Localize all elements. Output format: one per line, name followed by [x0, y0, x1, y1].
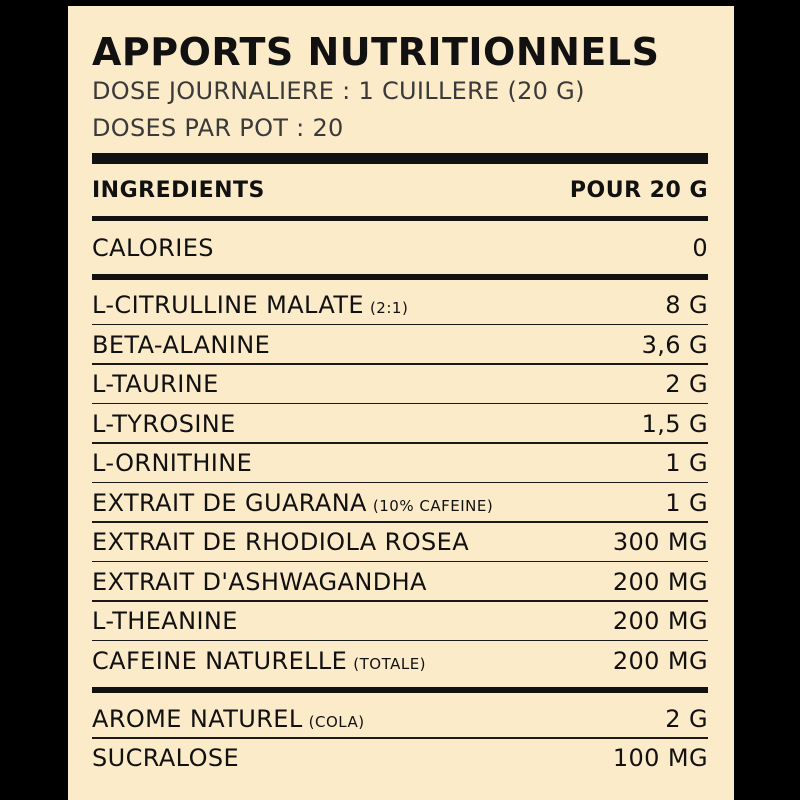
ingredient-note: (COLA): [308, 713, 365, 731]
ingredient-name: L-TYROSINE: [92, 409, 236, 438]
row-divider: [92, 737, 708, 739]
ingredient-amount: 1 G: [665, 449, 708, 477]
ingredient-amount: 2 G: [665, 705, 708, 733]
row-divider: [92, 363, 708, 365]
ingredient-amount: 200 MG: [612, 567, 708, 596]
table-row: [92, 448, 708, 478]
ingredient-amount: 2 G: [665, 370, 708, 398]
ingredient-name: L-CITRULLINE MALATE: [92, 291, 364, 319]
per-serving-header: POUR 20 G: [569, 178, 708, 203]
ingredient-name-group: [92, 488, 493, 521]
ingredient-amount: 8 G: [665, 291, 708, 319]
row-divider: [92, 600, 708, 602]
ingredient-name-group: [92, 743, 239, 773]
table-row: [92, 704, 708, 737]
ingredient-note: (TOTALE): [353, 654, 427, 673]
table-row: [92, 606, 708, 636]
ingredient-name: L-TAURINE: [92, 370, 219, 398]
table-row: [92, 567, 708, 597]
ingredient-amount: 1 G: [665, 488, 708, 517]
nutrition-label: [68, 6, 734, 800]
table-row: [92, 409, 708, 439]
table-row: [92, 369, 708, 399]
ingredient-name-group: [92, 290, 408, 323]
row-divider: [92, 521, 708, 523]
ingredient-name-group: [92, 646, 426, 679]
ingredient-amount: 100 MG: [612, 744, 708, 772]
ingredient-amount: 3,6 G: [641, 330, 708, 359]
divider-medium: [92, 274, 708, 280]
ingredient-note: (10% CAFEINE): [372, 496, 494, 515]
serving-size: DOSE JOURNALIERE : 1 CUILLERE (20 G): [92, 77, 585, 105]
ingredient-name-group: [92, 527, 469, 557]
ingredient-name: EXTRAIT DE RHODIOLA ROSEA: [92, 528, 470, 556]
table-header: [92, 176, 708, 206]
ingredient-name-group: [92, 409, 236, 439]
ingredient-note: (2:1): [369, 299, 409, 317]
ingredient-name: CAFEINE NATURELLE: [92, 646, 348, 675]
ingredient-amount: 1,5 G: [641, 409, 708, 438]
divider-thick: [92, 153, 708, 164]
ingredient-name: BETA-ALANINE: [92, 330, 271, 359]
ingredient-name-group: [92, 448, 252, 478]
ingredient-name-group: [92, 606, 238, 636]
ingredient-name-group: [92, 330, 270, 360]
ingredient-name: L-THEANINE: [92, 607, 238, 635]
ingredient-name: AROME NATUREL: [92, 705, 303, 733]
calories-value: 0: [692, 234, 708, 262]
ingredient-name-group: [92, 567, 427, 597]
table-row: [92, 330, 708, 360]
calories-label: CALORIES: [92, 234, 214, 262]
divider-medium: [92, 216, 708, 221]
table-row: [92, 527, 708, 557]
ingredient-name: L-ORNITHINE: [92, 449, 253, 477]
calories-row: [92, 233, 708, 263]
ingredient-name-group: [92, 704, 365, 737]
ingredients-header: INGREDIENTS: [92, 178, 265, 203]
ingredient-name-group: [92, 369, 219, 399]
label-title: APPORTS NUTRITIONNELS: [92, 30, 660, 74]
ingredient-name: SUCRALOSE: [92, 744, 240, 772]
row-divider: [92, 482, 708, 484]
row-divider: [92, 324, 708, 326]
row-divider: [92, 640, 708, 642]
ingredient-amount: 200 MG: [612, 646, 708, 675]
table-row: [92, 290, 708, 323]
ingredient-amount: 300 MG: [612, 528, 708, 556]
ingredient-name: EXTRAIT DE GUARANA: [92, 488, 367, 517]
divider-medium: [92, 687, 708, 693]
ingredient-name: EXTRAIT D'ASHWAGANDHA: [92, 567, 427, 596]
row-divider: [92, 442, 708, 444]
ingredient-amount: 200 MG: [612, 607, 708, 635]
table-row: [92, 743, 708, 773]
table-row: [92, 646, 708, 679]
row-divider: [92, 403, 708, 405]
servings-per-pot: DOSES PAR POT : 20: [92, 114, 344, 142]
table-row: [92, 488, 708, 521]
row-divider: [92, 561, 708, 563]
